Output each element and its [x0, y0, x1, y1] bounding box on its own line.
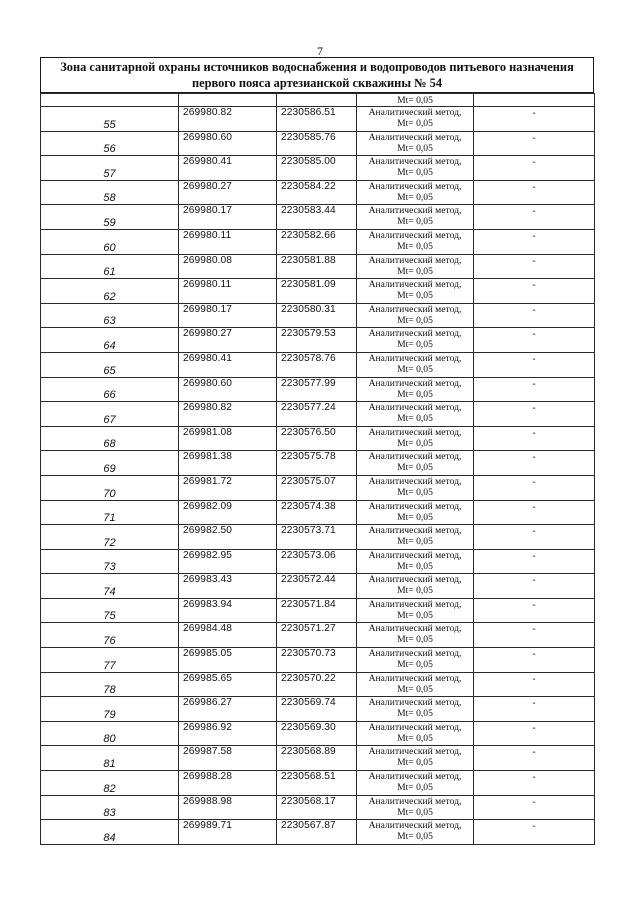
cell-x: 269983.43: [179, 574, 277, 599]
cell-x: 269985.05: [179, 648, 277, 673]
method-label: Аналитический метод,: [368, 820, 462, 832]
page-title-line-2: первого пояса артезианской скважины № 54: [191, 76, 443, 90]
cell-note: -: [474, 795, 595, 820]
cell-x: 269985.65: [179, 672, 277, 697]
cell-number: 68: [41, 426, 179, 451]
cell-x: 269981.72: [179, 475, 277, 500]
cell-number: 74: [41, 574, 179, 599]
cell-note: -: [474, 254, 595, 279]
method-label: Аналитический метод,: [368, 279, 462, 291]
cell-x: 269988.28: [179, 771, 277, 796]
table-row: [41, 771, 595, 796]
cell-number: 69: [41, 451, 179, 476]
precision-label: Mt= 0,05: [397, 511, 433, 523]
cell-method: [357, 549, 474, 574]
table-row: [41, 426, 595, 451]
cell-x: 269980.60: [179, 377, 277, 402]
cell-method: [357, 820, 474, 845]
method-label: Аналитический метод,: [368, 648, 462, 660]
table-row: [41, 205, 595, 230]
table-row: [41, 402, 595, 427]
table-row: [41, 648, 595, 673]
precision-label: Mt= 0,05: [397, 240, 433, 252]
cell-method: [357, 107, 474, 132]
cell-note: -: [474, 426, 595, 451]
cell-note: -: [474, 352, 595, 377]
cell-x: [179, 94, 277, 107]
cell-y: 2230585.76: [277, 131, 357, 156]
cell-y: [277, 94, 357, 107]
cell-method: [357, 574, 474, 599]
cell-number: 62: [41, 279, 179, 304]
cell-note: -: [474, 328, 595, 353]
method-label: Аналитический метод,: [368, 254, 462, 266]
method-label: Аналитический метод,: [368, 352, 462, 364]
table-row: [41, 451, 595, 476]
precision-label: Mt= 0,05: [397, 659, 433, 671]
cell-number: 57: [41, 156, 179, 181]
cell-method: [357, 205, 474, 230]
precision-label: Mt= 0,05: [397, 708, 433, 720]
method-label: Аналитический метод,: [368, 426, 462, 438]
table-row: [41, 377, 595, 402]
cell-y: 2230580.31: [277, 303, 357, 328]
table-row: [41, 328, 595, 353]
cell-x: 269980.11: [179, 229, 277, 254]
precision-label: Mt= 0,05: [397, 560, 433, 572]
cell-number: 77: [41, 648, 179, 673]
cell-method: [357, 131, 474, 156]
table-row: [41, 352, 595, 377]
table-row: [41, 721, 595, 746]
cell-method: [357, 254, 474, 279]
precision-label: Mt= 0,05: [397, 806, 433, 818]
cell-method: [357, 475, 474, 500]
cell-note: -: [474, 205, 595, 230]
cell-number: 61: [41, 254, 179, 279]
coordinates-table-body: [41, 94, 595, 845]
precision-label: Mt= 0,05: [397, 413, 433, 425]
cell-note: -: [474, 746, 595, 771]
method-label: Аналитический метод,: [368, 131, 462, 143]
cell-x: 269982.95: [179, 549, 277, 574]
precision-label: Mt= 0,05: [397, 757, 433, 769]
method-label: Аналитический метод,: [368, 156, 462, 168]
cell-y: 2230573.06: [277, 549, 357, 574]
precision-label: Mt= 0,05: [397, 339, 433, 351]
cell-y: 2230574.38: [277, 500, 357, 525]
cell-number: 66: [41, 377, 179, 402]
cell-y: 2230568.17: [277, 795, 357, 820]
precision-label: Mt= 0,05: [397, 486, 433, 498]
cell-y: 2230583.44: [277, 205, 357, 230]
cell-note: -: [474, 771, 595, 796]
cell-method: Mt= 0,05: [357, 94, 474, 107]
precision-label: Mt= 0,05: [397, 265, 433, 277]
cell-note: -: [474, 820, 595, 845]
cell-number: 79: [41, 697, 179, 722]
cell-method: [357, 328, 474, 353]
method-label: Аналитический метод,: [368, 672, 462, 684]
cell-y: 2230573.71: [277, 525, 357, 550]
cell-method: [357, 697, 474, 722]
cell-y: 2230584.22: [277, 180, 357, 205]
method-label: Аналитический метод,: [368, 451, 462, 463]
method-label: Аналитический метод,: [368, 795, 462, 807]
cell-method: [357, 525, 474, 550]
method-label: Аналитический метод,: [368, 525, 462, 537]
precision-label: Mt= 0,05: [397, 536, 433, 548]
table-row: [41, 229, 595, 254]
precision-label: Mt= 0,05: [397, 782, 433, 794]
table-row: [41, 525, 595, 550]
precision-label: Mt= 0,05: [397, 437, 433, 449]
cell-y: 2230569.30: [277, 721, 357, 746]
precision-label: Mt= 0,05: [397, 831, 433, 843]
table-row: [41, 574, 595, 599]
table-row: [41, 279, 595, 304]
cell-x: 269982.09: [179, 500, 277, 525]
cell-y: 2230568.51: [277, 771, 357, 796]
page-title-line-1: Зона санитарной охраны источников водоснабжения и водопроводов питьевого назначения: [60, 60, 574, 74]
cell-y: 2230586.51: [277, 107, 357, 132]
cell-note: -: [474, 672, 595, 697]
cell-x: 269980.60: [179, 131, 277, 156]
cell-number: 60: [41, 229, 179, 254]
method-label: Аналитический метод,: [368, 549, 462, 561]
cell-y: 2230571.27: [277, 623, 357, 648]
table-row: [41, 697, 595, 722]
table-row: [41, 746, 595, 771]
method-label: Аналитический метод,: [368, 107, 462, 118]
cell-number: 55: [41, 107, 179, 132]
method-label: Аналитический метод,: [368, 574, 462, 586]
cell-x: 269987.58: [179, 746, 277, 771]
cell-method: [357, 771, 474, 796]
table-row: [41, 795, 595, 820]
table-row: [41, 475, 595, 500]
method-label: Аналитический метод,: [368, 229, 462, 241]
cell-x: 269983.94: [179, 598, 277, 623]
cell-note: -: [474, 156, 595, 181]
precision-label: Mt= 0,05: [397, 314, 433, 326]
method-label: Аналитический метод,: [368, 303, 462, 315]
method-label: Аналитический метод,: [368, 377, 462, 389]
cell-number: 73: [41, 549, 179, 574]
precision-label: Mt= 0,05: [397, 388, 433, 400]
cell-note: -: [474, 623, 595, 648]
cell-number: 65: [41, 352, 179, 377]
table-row-continuation: [41, 94, 595, 107]
cell-y: 2230571.84: [277, 598, 357, 623]
cell-y: 2230567.87: [277, 820, 357, 845]
cell-method: [357, 402, 474, 427]
cell-y: 2230582.66: [277, 229, 357, 254]
cell-method: [357, 377, 474, 402]
precision-label: Mt= 0,05: [397, 462, 433, 474]
cell-number: 70: [41, 475, 179, 500]
method-label: Аналитический метод,: [368, 721, 462, 733]
cell-note: -: [474, 279, 595, 304]
method-label: Аналитический метод,: [368, 623, 462, 635]
cell-note: -: [474, 648, 595, 673]
cell-x: 269980.41: [179, 352, 277, 377]
cell-method: [357, 598, 474, 623]
table-row: [41, 131, 595, 156]
page-number: 7: [317, 44, 323, 58]
cell-y: 2230570.22: [277, 672, 357, 697]
cell-y: 2230585.00: [277, 156, 357, 181]
table-row: [41, 303, 595, 328]
cell-number: 83: [41, 795, 179, 820]
cell-number: 82: [41, 771, 179, 796]
precision-label: Mt= 0,05: [397, 732, 433, 744]
precision-label: Mt= 0,05: [397, 609, 433, 621]
table-row: [41, 107, 595, 132]
cell-y: 2230575.78: [277, 451, 357, 476]
cell-note: -: [474, 574, 595, 599]
cell-y: 2230569.74: [277, 697, 357, 722]
cell-x: 269980.17: [179, 205, 277, 230]
cell-method: [357, 451, 474, 476]
cell-x: 269980.27: [179, 328, 277, 353]
cell-number: 67: [41, 402, 179, 427]
method-label: Аналитический метод,: [368, 598, 462, 610]
cell-note: -: [474, 303, 595, 328]
cell-note: -: [474, 549, 595, 574]
table-row: [41, 549, 595, 574]
cell-note: -: [474, 451, 595, 476]
cell-x: 269984.48: [179, 623, 277, 648]
cell-number: 80: [41, 721, 179, 746]
cell-method: [357, 352, 474, 377]
cell-note: -: [474, 180, 595, 205]
precision-label: Mt= 0,05: [397, 191, 433, 203]
method-label: Аналитический метод,: [368, 697, 462, 709]
cell-number: 75: [41, 598, 179, 623]
precision-label: Mt= 0,05: [397, 290, 433, 302]
cell-y: 2230575.07: [277, 475, 357, 500]
cell-method: [357, 229, 474, 254]
method-label: Аналитический метод,: [368, 402, 462, 414]
cell-x: 269986.92: [179, 721, 277, 746]
cell-method: [357, 746, 474, 771]
cell-number: 56: [41, 131, 179, 156]
cell-number: 84: [41, 820, 179, 845]
cell-method: [357, 648, 474, 673]
cell-y: 2230568.89: [277, 746, 357, 771]
cell-note: -: [474, 475, 595, 500]
table-row: [41, 254, 595, 279]
cell-number: 59: [41, 205, 179, 230]
cell-x: 269982.50: [179, 525, 277, 550]
cell-y: 2230577.99: [277, 377, 357, 402]
method-label: Аналитический метод,: [368, 475, 462, 487]
page-title: [40, 57, 594, 93]
table-row: [41, 500, 595, 525]
cell-y: 2230570.73: [277, 648, 357, 673]
cell-number: 63: [41, 303, 179, 328]
cell-number: 64: [41, 328, 179, 353]
method-label: Аналитический метод,: [368, 746, 462, 758]
method-label: Аналитический метод,: [368, 500, 462, 512]
cell-x: 269980.17: [179, 303, 277, 328]
precision-label: Mt= 0,05: [397, 167, 433, 179]
table-row: [41, 623, 595, 648]
cell-y: 2230578.76: [277, 352, 357, 377]
cell-note: -: [474, 402, 595, 427]
cell-x: 269989.71: [179, 820, 277, 845]
method-label: Аналитический метод,: [368, 771, 462, 783]
method-label: Аналитический метод,: [368, 205, 462, 217]
cell-method: [357, 623, 474, 648]
cell-x: 269980.82: [179, 402, 277, 427]
cell-number: [41, 94, 179, 107]
cell-method: [357, 303, 474, 328]
cell-method: [357, 180, 474, 205]
precision-label: Mt= 0,05: [397, 683, 433, 695]
coordinates-table: [40, 93, 595, 845]
cell-y: 2230577.24: [277, 402, 357, 427]
cell-y: 2230572.44: [277, 574, 357, 599]
table-row: [41, 156, 595, 181]
precision-label: Mt= 0,05: [397, 363, 433, 375]
precision-label: Mt= 0,05: [397, 585, 433, 597]
cell-y: 2230581.09: [277, 279, 357, 304]
precision-label: Mt= 0,05: [397, 216, 433, 228]
cell-number: 76: [41, 623, 179, 648]
cell-note: -: [474, 598, 595, 623]
cell-note: -: [474, 131, 595, 156]
cell-number: 71: [41, 500, 179, 525]
cell-number: 72: [41, 525, 179, 550]
cell-x: 269980.27: [179, 180, 277, 205]
cell-number: 81: [41, 746, 179, 771]
precision-label: Mt= 0,05: [397, 118, 433, 129]
cell-y: 2230581.88: [277, 254, 357, 279]
cell-note: -: [474, 229, 595, 254]
cell-note: -: [474, 697, 595, 722]
cell-y: 2230579.53: [277, 328, 357, 353]
cell-note: -: [474, 721, 595, 746]
cell-number: 78: [41, 672, 179, 697]
cell-x: 269981.08: [179, 426, 277, 451]
table-row: [41, 598, 595, 623]
cell-y: 2230576.50: [277, 426, 357, 451]
cell-method: [357, 795, 474, 820]
precision-label: Mt= 0,05: [397, 634, 433, 646]
table-row: [41, 180, 595, 205]
cell-note: [474, 94, 595, 107]
table-row: [41, 672, 595, 697]
cell-method: [357, 279, 474, 304]
cell-note: -: [474, 500, 595, 525]
cell-method: [357, 426, 474, 451]
cell-method: [357, 156, 474, 181]
cell-number: 58: [41, 180, 179, 205]
cell-x: 269986.27: [179, 697, 277, 722]
cell-method: [357, 721, 474, 746]
cell-note: -: [474, 377, 595, 402]
cell-x: 269980.41: [179, 156, 277, 181]
table-row: [41, 820, 595, 845]
cell-x: 269981.38: [179, 451, 277, 476]
precision-label: Mt= 0,05: [397, 142, 433, 154]
cell-x: 269988.98: [179, 795, 277, 820]
cell-method: [357, 500, 474, 525]
cell-x: 269980.11: [179, 279, 277, 304]
method-label: Аналитический метод,: [368, 328, 462, 340]
cell-x: 269980.08: [179, 254, 277, 279]
cell-note: -: [474, 107, 595, 132]
cell-x: 269980.82: [179, 107, 277, 132]
cell-method: [357, 672, 474, 697]
cell-note: -: [474, 525, 595, 550]
method-label: Аналитический метод,: [368, 180, 462, 192]
